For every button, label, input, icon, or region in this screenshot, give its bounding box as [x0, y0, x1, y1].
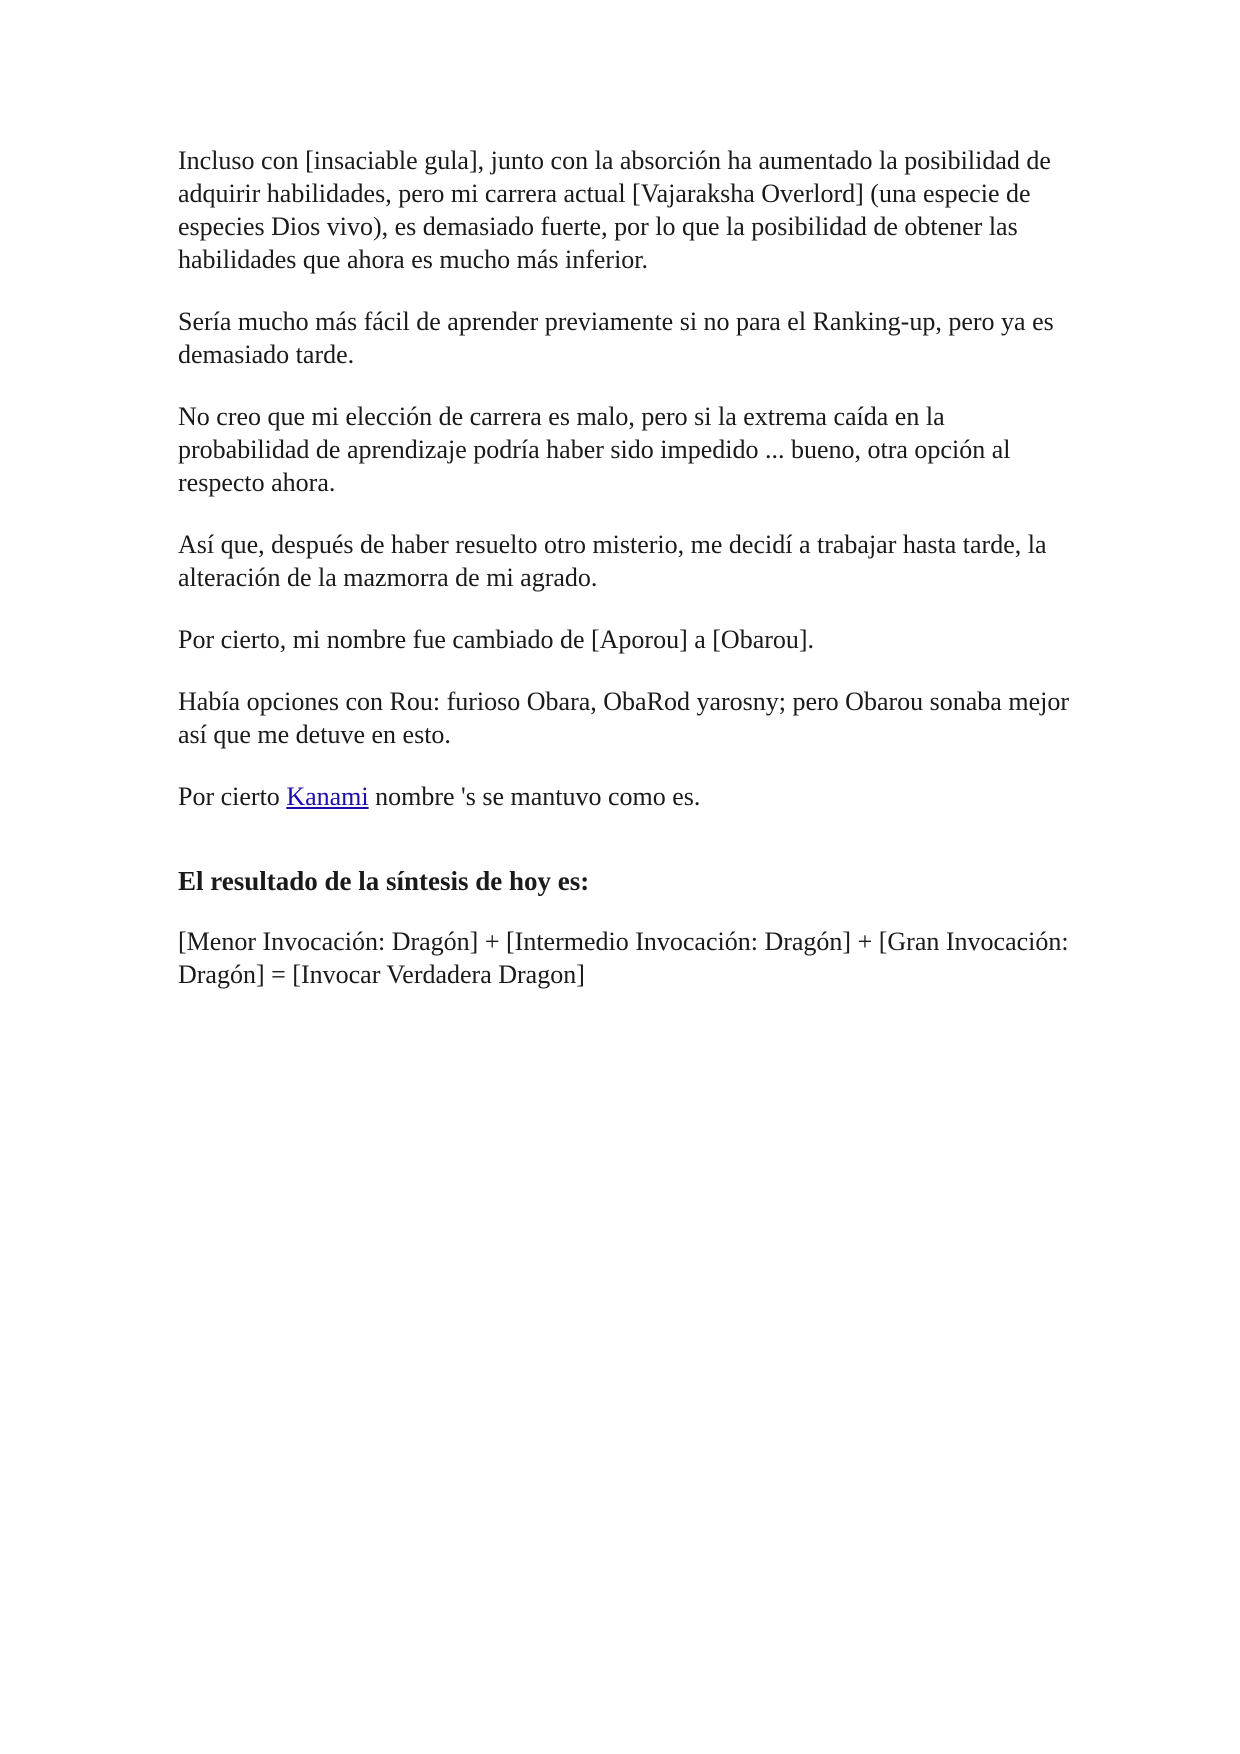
paragraph-name-options: Había opciones con Rou: furioso Obara, ObaRod yarosny; pero Obarou sonaba mejor así que me detuve en esto. — [178, 687, 1069, 749]
paragraph-kanami-name — [178, 780, 1078, 813]
kanami-text-before: Por cierto — [178, 782, 287, 811]
paragraph-name-change: Por cierto, mi nombre fue cambiado de [Aporou] a [Obarou]. — [178, 625, 815, 654]
paragraph-absorption: Incluso con [insaciable gula], junto con la absorción ha aumentado la posibilidad de adquirir habilidades, pero mi carrera actual [Vajaraksha Overlord] (una especie de especies Dios vivo), es demasiado fuerte, por lo que la posibilidad de obtener las habilidades que ahora es mucho más inferior. — [178, 146, 1051, 274]
kanami-text-after: nombre 's se mantuvo como es. — [368, 782, 701, 811]
paragraph-dungeon-alteration: Así que, después de haber resuelto otro misterio, me decidí a trabajar hasta tarde, la alteración de la mazmorra de mi agrado. — [178, 530, 1047, 592]
paragraph-ranking-up: Sería mucho más fácil de aprender previamente si no para el Ranking-up, pero ya es demasiado tarde. — [178, 307, 1054, 369]
synthesis-result: [Menor Invocación: Dragón] + [Intermedio Invocación: Dragón] + [Gran Invocación: Dragón] = [Invocar Verdadera Dragon] — [178, 927, 1069, 989]
document-page — [178, 144, 1078, 1020]
synthesis-heading: El resultado de la síntesis de hoy es: — [178, 866, 590, 896]
paragraph-career-choice: No creo que mi elección de carrera es malo, pero si la extrema caída en la probabilidad de aprendizaje podría haber sido impedido ... bueno, otra opción al respecto ahora. — [178, 402, 1011, 497]
kanami-link[interactable]: Kanami — [286, 782, 369, 811]
